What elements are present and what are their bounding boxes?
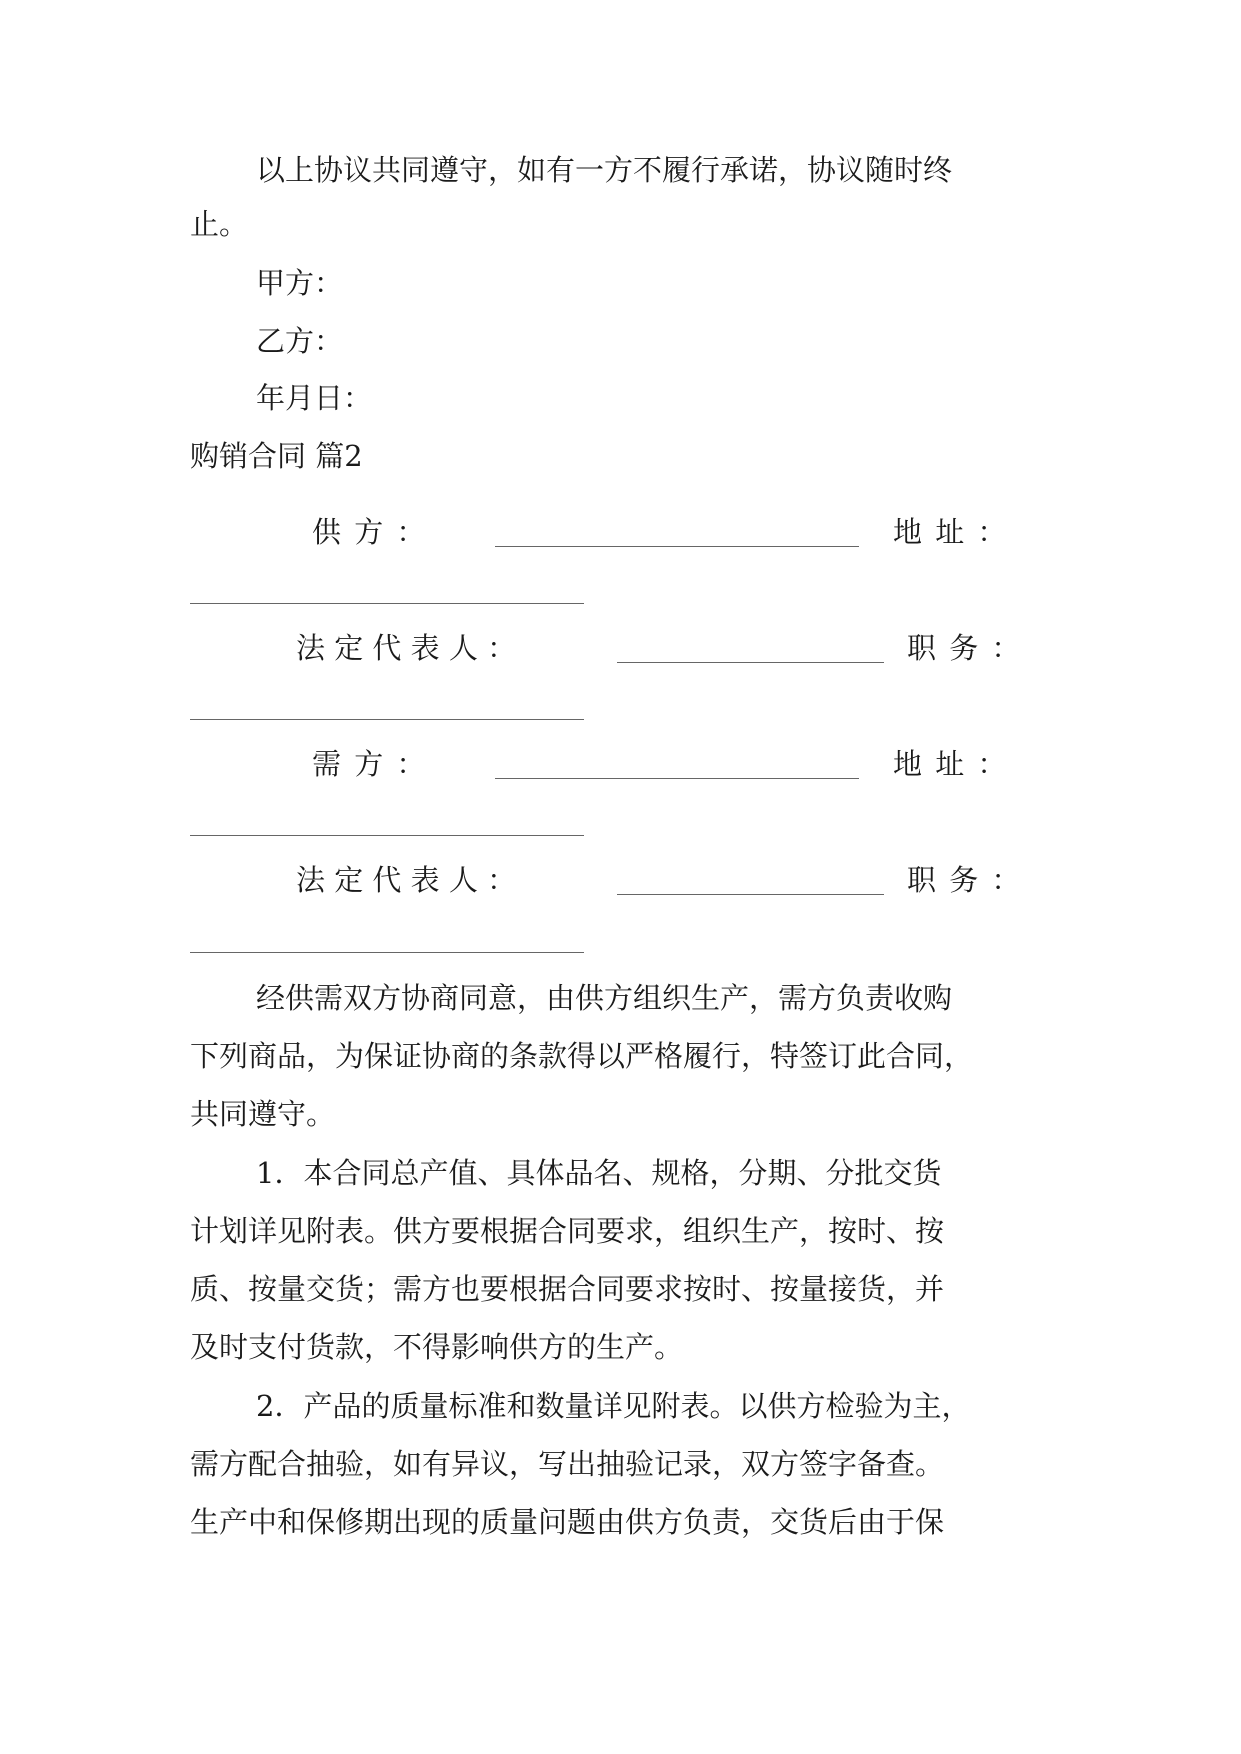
paragraph-line: 及时支付货款，不得影响供方的生产。 xyxy=(190,1330,684,1364)
date-label: 年月日： xyxy=(256,381,373,415)
supplier-position-label: 职 务 ： xyxy=(907,631,1023,665)
supplier-blank[interactable] xyxy=(495,518,859,547)
buyer-position-blank[interactable] xyxy=(190,952,584,953)
supplier-legal-rep-label: 法 定 代 表 人 ： xyxy=(296,631,517,665)
supplier-position-blank[interactable] xyxy=(190,719,584,720)
supplier-address-label: 地 址 ： xyxy=(893,515,1009,549)
supplier-address-blank[interactable] xyxy=(190,603,584,604)
paragraph-line: 共同遵守。 xyxy=(190,1097,336,1131)
paragraph-line: 计划详见附表。供方要根据合同要求，组织生产，按时、按 xyxy=(190,1214,945,1248)
paragraph-line: 生产中和保修期出现的质量问题由供方负责，交货后由于保 xyxy=(190,1505,945,1539)
buyer-legal-rep-label: 法 定 代 表 人 ： xyxy=(296,863,517,897)
paragraph-line: 质、按量交货；需方也要根据合同要求按时、按量接货，并 xyxy=(190,1272,945,1306)
paragraph-line: 止。 xyxy=(190,207,249,241)
buyer-address-label: 地 址 ： xyxy=(893,747,1009,781)
paragraph-line: 需方配合抽验，如有异议，写出抽验记录，双方签字备查。 xyxy=(190,1447,945,1481)
paragraph-line: 下列商品，为保证协商的条款得以严格履行，特签订此合同， xyxy=(190,1039,974,1073)
supplier-label: 供 方 ： xyxy=(312,515,428,549)
paragraph-line: 经供需双方协商同意，由供方组织生产，需方负责收购 xyxy=(256,981,953,1015)
section-title: 购销合同 篇2 xyxy=(190,439,363,473)
buyer-label: 需 方 ： xyxy=(312,747,428,781)
paragraph-line: 1．本合同总产值、具体品名、规格，分期、分批交货 xyxy=(256,1156,942,1190)
buyer-position-label: 职 务 ： xyxy=(907,863,1023,897)
party-b-label: 乙方： xyxy=(256,324,344,358)
party-a-label: 甲方： xyxy=(256,266,344,300)
buyer-blank[interactable] xyxy=(495,750,859,779)
buyer-address-blank[interactable] xyxy=(190,835,584,836)
paragraph-line: 2．产品的质量标准和数量详见附表。以供方检验为主， xyxy=(256,1389,971,1423)
buyer-legal-rep-blank[interactable] xyxy=(617,866,884,895)
paragraph-line: 以上协议共同遵守，如有一方不履行承诺，协议随时终 xyxy=(256,153,953,187)
supplier-legal-rep-blank[interactable] xyxy=(617,634,884,663)
